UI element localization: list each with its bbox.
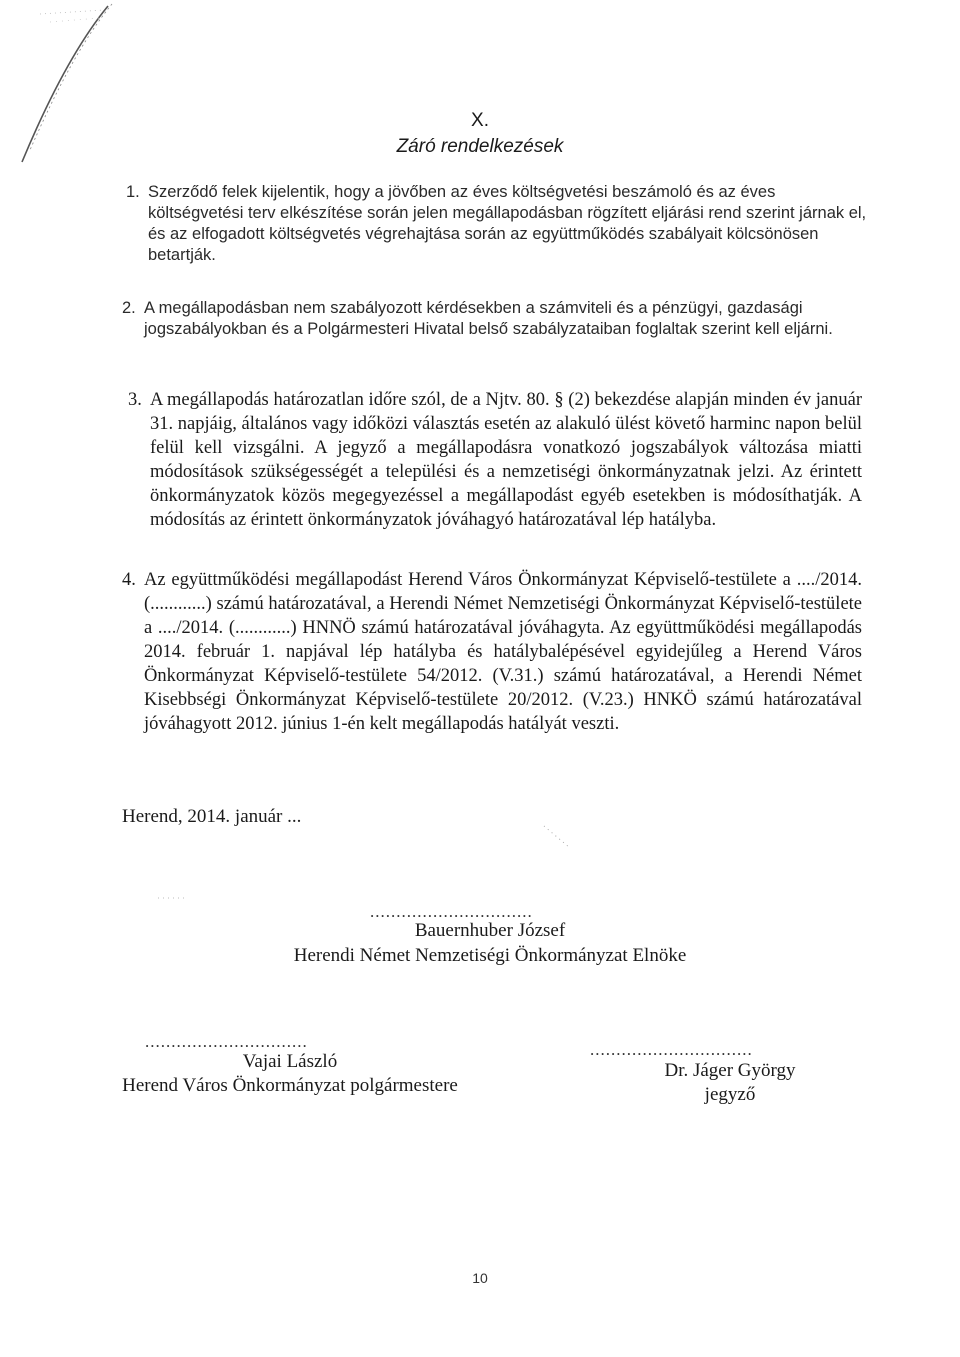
paragraph-2 [122, 298, 868, 340]
section-title: Záró rendelkezések [396, 136, 564, 157]
chairman-title: Herendi Német Nemzetiségi Önkormányzat Elnöke [293, 945, 687, 966]
paragraph-4 [122, 568, 862, 736]
signature-line-mayor: ............................... [145, 1032, 308, 1051]
paragraph-number: 1. [126, 183, 140, 201]
paragraph-text: Szerződő felek kijelentik, hogy a jövőben az éves költségvetési beszámoló és az éves költségvetési terv elkészítése során jelen megállapodásban rögzített eljárási rend szerint járnak el, és az elfogadott költségvetés végrehajtása során az együttműködés szabályait kölcsönösen betartják. [148, 183, 867, 264]
signature-line-notary: ............................... [590, 1040, 753, 1059]
notary-name: Dr. Jáger György [664, 1060, 796, 1081]
mayor-title: Herend Város Önkormányzat polgármestere [122, 1075, 458, 1096]
paragraph-text: A megállapodás határozatlan időre szól, de a Njtv. 80. § (2) bekezdése alapján minden év január 31. napjáig, általános vagy időközi választás esetén az alakuló ülést követő harminc napon belül felül kell vizsgálni. A jegyző a megállapodásra vonatkozó jogszabályok változása miatti módosítások szükségességét a települési és a nemzetiségi önkormányzatnak jelzi. Az érintett önkormányzatok közös megegyezéssel a megállapodást egyéb esetekben is módosíthatják. A módosítás az érintett önkormányzatok jóváhagyó határozatával lép hatályba. [150, 390, 862, 530]
section-number: X. [471, 110, 489, 131]
paragraph-text: A megállapodásban nem szabályozott kérdésekben a számviteli és a pénzügyi, gazdasági jogszabályokban és a Polgármesteri Hivatal belső szabályzataiban foglaltak szerint kell eljárni. [144, 299, 833, 338]
paragraph-3 [128, 388, 862, 532]
place-date: Herend, 2014. január ... [122, 806, 302, 827]
paragraph-1 [126, 182, 870, 266]
notary-title: jegyző [704, 1084, 756, 1105]
chairman-name: Bauernhuber József [414, 920, 566, 941]
signature-line-chairman: ............................... [370, 902, 533, 921]
scan-speck [540, 818, 580, 858]
scan-speck [156, 893, 186, 903]
paragraph-number: 3. [128, 390, 142, 410]
paragraph-text: Az együttműködési megállapodást Herend Város Önkormányzat Képviselő-testülete a ..../2014.(............) számú határozatával, a Herendi Német Nemzetiségi Önkormányzat Képviselő-testülete a ..../2014. (............) HNNÖ számú határozatával jóváhagyta. Az együttműködési megállapodás 2014. február 1. napjával lép hatályba és hatálybalépésével egyidejűleg a Herend Város Önkormányzat Képviselő-testülete 54/2012. (V.31.) számú határozatával, a Herendi Német Kisebbségi Önkormányzat Képviselő-testülete 20/2012. (V.23.) HNKÖ számú határozatával jóváhagyott 2012. június 1-én kelt megállapodás hatályát veszti. [144, 570, 862, 734]
mayor-name: Vajai László [242, 1051, 338, 1072]
paragraph-number: 2. [122, 299, 136, 317]
page-number: 10 [472, 1270, 488, 1286]
paragraph-number: 4. [122, 570, 136, 590]
